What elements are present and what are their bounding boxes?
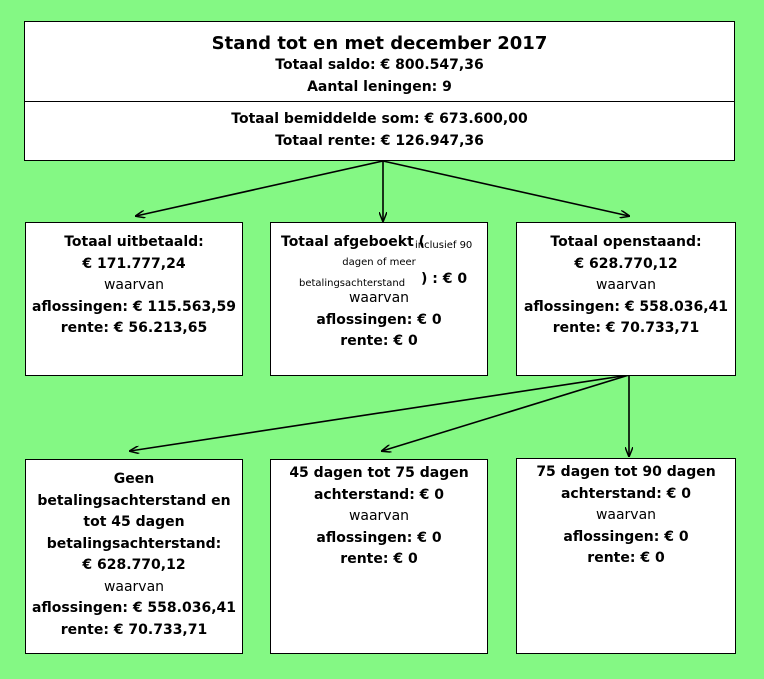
geen-line-3: tot 45 dagen <box>83 514 185 530</box>
geen-aflossingen: aflossingen: € 558.036,41 <box>31 600 236 616</box>
uitbetaald-amount: € 171.777,24 <box>82 255 186 272</box>
geen-line-4: betalingsachterstand: <box>46 535 222 552</box>
afgeboekt-amount: ) : € 0 <box>421 271 468 287</box>
openstaand-aflossingen: aflossingen: € 558.036,41 <box>523 298 728 315</box>
75-90-dagen-box <box>516 458 736 654</box>
afgeboekt-details <box>271 288 487 353</box>
totaal-rente: Totaal rente: € 126.947,36 <box>275 132 484 149</box>
d75-rente: rente: € 0 <box>587 550 665 566</box>
d45-aflossingen: aflossingen: € 0 <box>316 529 442 546</box>
arrow-to-geen <box>130 375 629 451</box>
summary-title: Stand tot en met december 2017 <box>211 33 548 54</box>
d45-rente: rente: € 0 <box>340 551 418 567</box>
d45-line-1: 45 dagen tot 75 dagen <box>289 465 469 481</box>
totaal-saldo: Totaal saldo: € 800.547,36 <box>275 57 484 73</box>
uitbetaald-box <box>25 222 243 376</box>
uitbetaald-title: Totaal uitbetaald: <box>64 234 204 250</box>
uitbetaald-rente: rente: € 56.213,65 <box>60 320 208 336</box>
arrow-to-openstaand <box>383 161 629 216</box>
totaal-bemiddelde-som: Totaal bemiddelde som: € 673.600,00 <box>231 111 528 127</box>
geen-waarvan: waarvan <box>103 578 165 595</box>
geen-line-1: Geen <box>113 471 155 487</box>
geen-amount: € 628.770,12 <box>82 557 186 573</box>
geen-rente: rente: € 70.733,71 <box>60 621 208 638</box>
geen-line-2: betalingsachterstand en <box>37 492 231 509</box>
d75-achterstand: achterstand: € 0 <box>560 485 692 502</box>
geen-achterstand-box <box>25 459 243 654</box>
afgeboekt-box <box>270 222 488 376</box>
arrow-to-45-dagen <box>382 375 629 451</box>
openstaand-waarvan: waarvan <box>595 277 657 293</box>
uitbetaald-waarvan: waarvan <box>103 277 165 293</box>
d45-waarvan: waarvan <box>348 508 410 524</box>
d75-line-1: 75 dagen tot 90 dagen <box>536 464 716 480</box>
openstaand-amount: € 628.770,12 <box>574 255 678 272</box>
45-75-dagen-box <box>270 459 488 654</box>
arrow-to-uitbetaald <box>136 161 383 216</box>
aantal-leningen: Aantal leningen: 9 <box>307 78 452 95</box>
afgeboekt-note-3: betalingsachterstand <box>299 278 406 289</box>
afgeboekt-waarvan: waarvan <box>348 290 410 306</box>
afgeboekt-title: Totaal afgeboekt ( <box>281 234 426 250</box>
afgeboekt-rente: rente: € 0 <box>340 333 418 349</box>
afgeboekt-note-1: inclusief 90 <box>415 240 473 251</box>
afgeboekt-aflossingen: aflossingen: € 0 <box>316 311 442 328</box>
uitbetaald-aflossingen: aflossingen: € 115.563,59 <box>31 298 236 315</box>
afgeboekt-note-2: dagen of meer <box>342 257 416 268</box>
d45-achterstand: achterstand: € 0 <box>313 486 445 503</box>
summary-header <box>25 22 734 102</box>
summary-box <box>24 21 735 161</box>
d75-aflossingen: aflossingen: € 0 <box>563 528 689 545</box>
d75-waarvan: waarvan <box>595 507 657 523</box>
openstaand-title: Totaal openstaand: <box>550 234 702 250</box>
summary-totals <box>25 102 734 152</box>
openstaand-rente: rente: € 70.733,71 <box>552 320 700 336</box>
openstaand-box <box>516 222 736 376</box>
